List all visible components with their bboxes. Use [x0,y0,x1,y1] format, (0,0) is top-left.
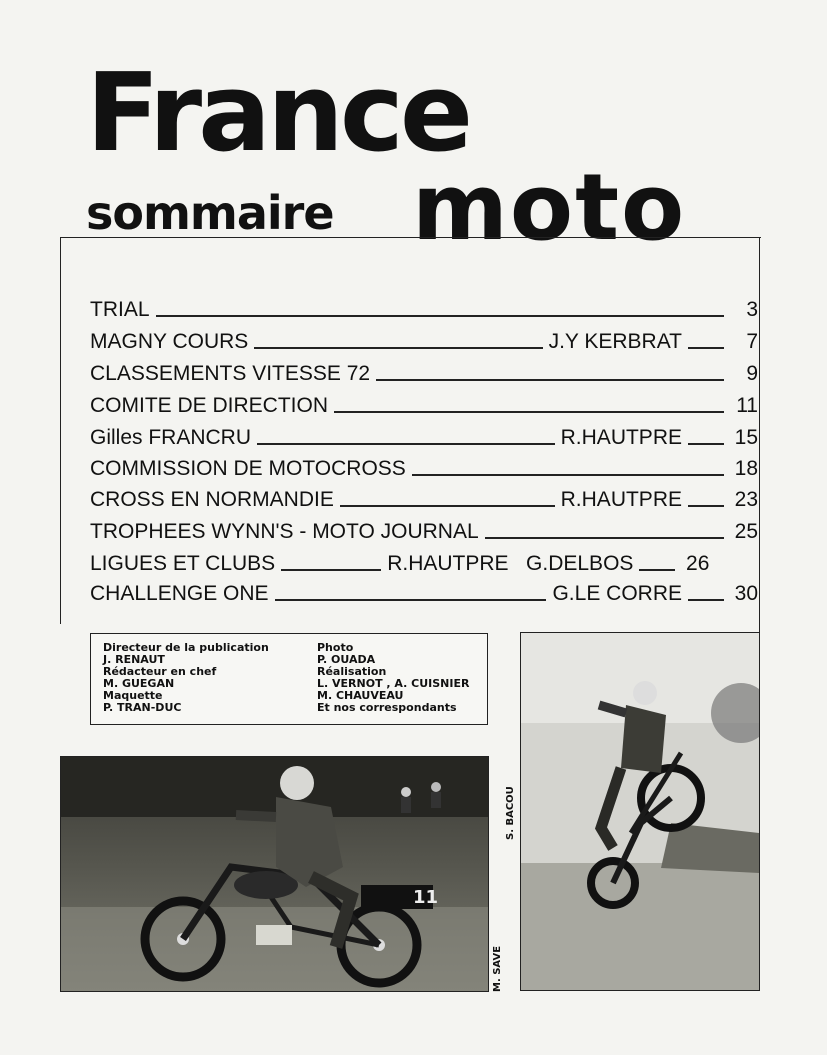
toc-page: 3 [746,298,758,321]
toc-author: R.HAUTPRE [560,488,682,511]
toc-row[interactable] [90,356,758,384]
photo-credit-right: S. BACOU [505,786,516,840]
toc-row[interactable] [90,576,758,604]
toc-page: 18 [734,457,758,480]
toc-row[interactable] [90,420,758,448]
toc-title: COMITE DE DIRECTION [90,394,329,417]
credit-line: M. GUEGAN [103,677,175,690]
toc-leader [275,599,547,601]
toc-title: CHALLENGE ONE [90,582,269,605]
toc-page: 26 [686,552,710,575]
credits-left-column [103,642,269,714]
toc-leader [254,347,542,349]
wheelie-illustration [521,633,759,990]
toc-row[interactable] [90,482,758,510]
toc-leader [257,443,555,445]
motocross-illustration [61,757,488,991]
masthead-title-moto: moto [412,154,687,261]
toc-leader [281,569,381,571]
credit-line: Réalisation [317,665,387,678]
toc-leader [340,505,555,507]
toc-title: LIGUES ET CLUBS [90,552,276,575]
toc-leader [376,379,724,381]
toc-row[interactable] [90,546,758,574]
toc-title: COMMISSION DE MOTOCROSS [90,457,406,480]
toc-author: R.HAUTPRE [560,426,682,449]
photo-motocross-rider [60,756,489,992]
toc-page: 30 [734,582,758,605]
credits-right-column [317,642,469,714]
toc-row[interactable] [90,388,758,416]
toc-page: 25 [734,520,758,543]
masthead-title-france: France [86,51,470,176]
toc-leader [412,474,724,476]
toc-row[interactable] [90,451,758,479]
toc-page: 7 [746,330,758,353]
toc-title: TROPHEES WYNN'S - MOTO JOURNAL [90,520,479,543]
toc-leader [688,505,724,507]
masthead-subtitle: sommaire [86,186,334,240]
toc-frame-right-rule [759,237,760,635]
photo-wheelie-rider [520,632,760,991]
toc-row[interactable] [90,292,758,320]
credit-line: P. TRAN-DUC [103,701,182,714]
svg-text:11: 11 [413,887,439,908]
toc-title: CROSS EN NORMANDIE [90,488,334,511]
toc-leader [156,315,724,317]
toc-row[interactable] [90,514,758,542]
credit-line: Directeur de la publication [103,641,269,654]
toc-row[interactable] [90,324,758,352]
toc-leader [334,411,724,413]
toc-author: J.Y KERBRAT [548,330,682,353]
credits-box [90,633,488,725]
credit-line: Et nos correspondants [317,701,457,714]
toc-author: R.HAUTPRE G.DELBOS [387,552,634,575]
toc-title: TRIAL [90,298,150,321]
credit-line: M. CHAUVEAU [317,689,404,702]
toc-title: Gilles FRANCRU [90,426,252,449]
toc-page: 15 [734,426,758,449]
credit-line: Rédacteur en chef [103,665,217,678]
toc-leader [688,347,724,349]
credit-line: J. RENAUT [103,653,165,666]
photo-credit-left: M. SAVE [492,945,503,992]
toc-leader [485,537,724,539]
credit-line: Maquette [103,689,163,702]
toc-page: 11 [736,394,758,417]
toc-title: CLASSEMENTS VITESSE 72 [90,362,371,385]
toc-page: 9 [746,362,758,385]
toc-leader [688,599,724,601]
toc-leader [688,443,724,445]
toc-page: 23 [734,488,758,511]
credit-line: L. VERNOT , A. CUISNIER [317,677,470,690]
toc-author: G.LE CORRE [552,582,682,605]
toc-title: MAGNY COURS [90,330,249,353]
credit-line: P. OUADA [317,653,376,666]
toc-leader [639,569,675,571]
credit-line: Photo [317,641,354,654]
